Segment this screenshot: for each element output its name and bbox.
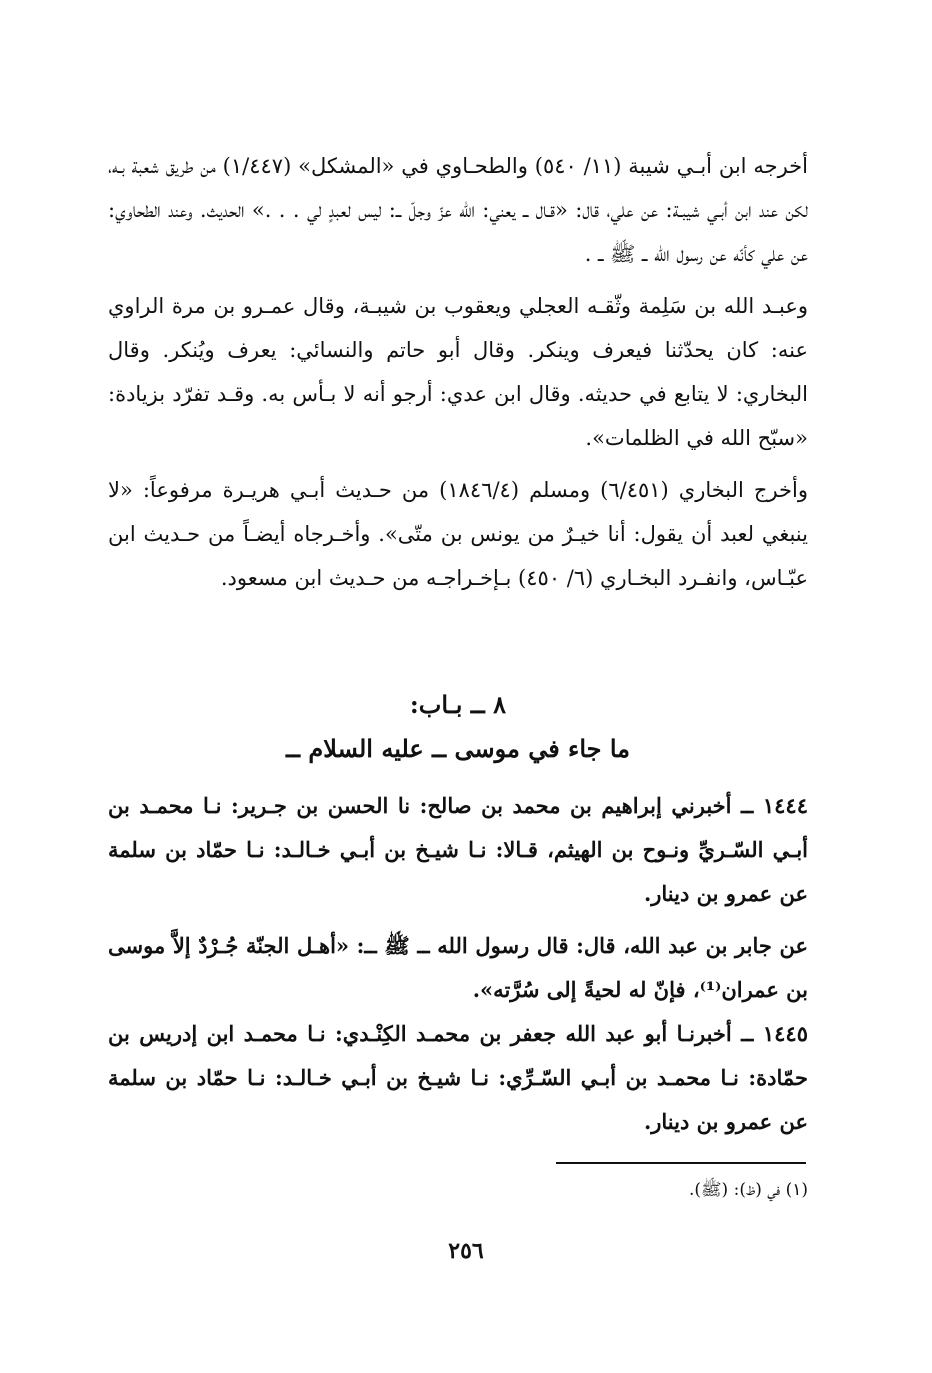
commentary-top [108,144,808,600]
paragraph-takhrij-2: وأخرج البخاري (٦/٤٥١) ومسلم (١٨٤٦/٤) من حـديث أبـي هريـرة مرفوعاً: «لا ينبغي لعبد أن يقول: أنا خيـرٌ من يونس بن متّى». وأخـرجاه أيضـاً من حـديث ابن عبّـاس، وانفـرد البخـاري (٦/ ٤٥٠) بـإخـراجـه من حـديث ابن مسعود. [108,478,808,590]
paragraph-takhrij-1: أخرجه ابن أبـي شيبة (١١/ ٥٤٠) والطحـاوي في «المشكل» (١/٤٤٧) من طريق شعبة بـه، لكن عند ابن أبـي شيبـة: عن علي، قال: «قـال ــ يعني: الله عزّ وجلّ ــ: ليس لعبدٍ لي . . .» الحديث. وعند الطحاوي: عن علي كأنّه عن رسول الله ــ ﷺ ــ . [108,154,808,266]
hadith-1445 [108,1012,808,1144]
chapter-title: ما جاء في موسى ــ عليه السلام ــ [285,734,630,763]
hadith-1444-matn: عن جابر بن عبد الله، قال: قال رسول الله ــ ﷺ ــ: «أهـل الجنّة جُـرْدٌ إلاَّ موسى بن عمران⁽¹⁾، فإنّ له لحيةً إلى سُرَّته». [108,933,808,1002]
paragraph-narrator-grading: وعبـد الله بن سَلِمة وثّقـه العجلي ويعقوب بن شيبـة، وقال عمـرو بن مرة الراوي عنه: كان يحدّثنا فيعرف وينكر. وقال أبو حاتم والنسائي: يعرف ويُنكر. وقال البخاري: لا يتابع في حديثه. وقال ابن عدي: أرجو أنه لا بـأس به. وقـد تفرّد بزيادة: «سبّح الله في الظلمات». [108,294,808,450]
footnote-divider [556,1162,806,1164]
hadith-1444 [108,784,808,1012]
footnote: (١) في (ظ): (ﷺ). [688,1180,808,1200]
hadith-1445-isnad: ١٤٤٥ ــ أخبرنـا أبو عبد الله جعفر بن محمـد الكِنْـدي: نـا محمـد ابن إدريس بن حمّادة: نـا محمـد بن أبـي السّـرِّي: نـا شيـخ بن أبـي خـالـد: نـا حمّاد بن سلمة عن عمرو بن دينار. [108,1021,808,1134]
page-number: ٢٥٦ [448,1238,484,1264]
hadith-1444-isnad: ١٤٤٤ ــ أخبرني إبراهيم بن محمد بن صالح: نا الحسن بن جـرير: نـا محمـد بن أبـي السّـريِّ ونـوح بن الهيثم، قـالا: نـا شيـخ بن أبـي خـالـد: نـا حمّاد بن سلمة عن عمرو بن دينار. [108,793,808,906]
chapter-number: ٨ ــ بـاب: [409,690,507,719]
